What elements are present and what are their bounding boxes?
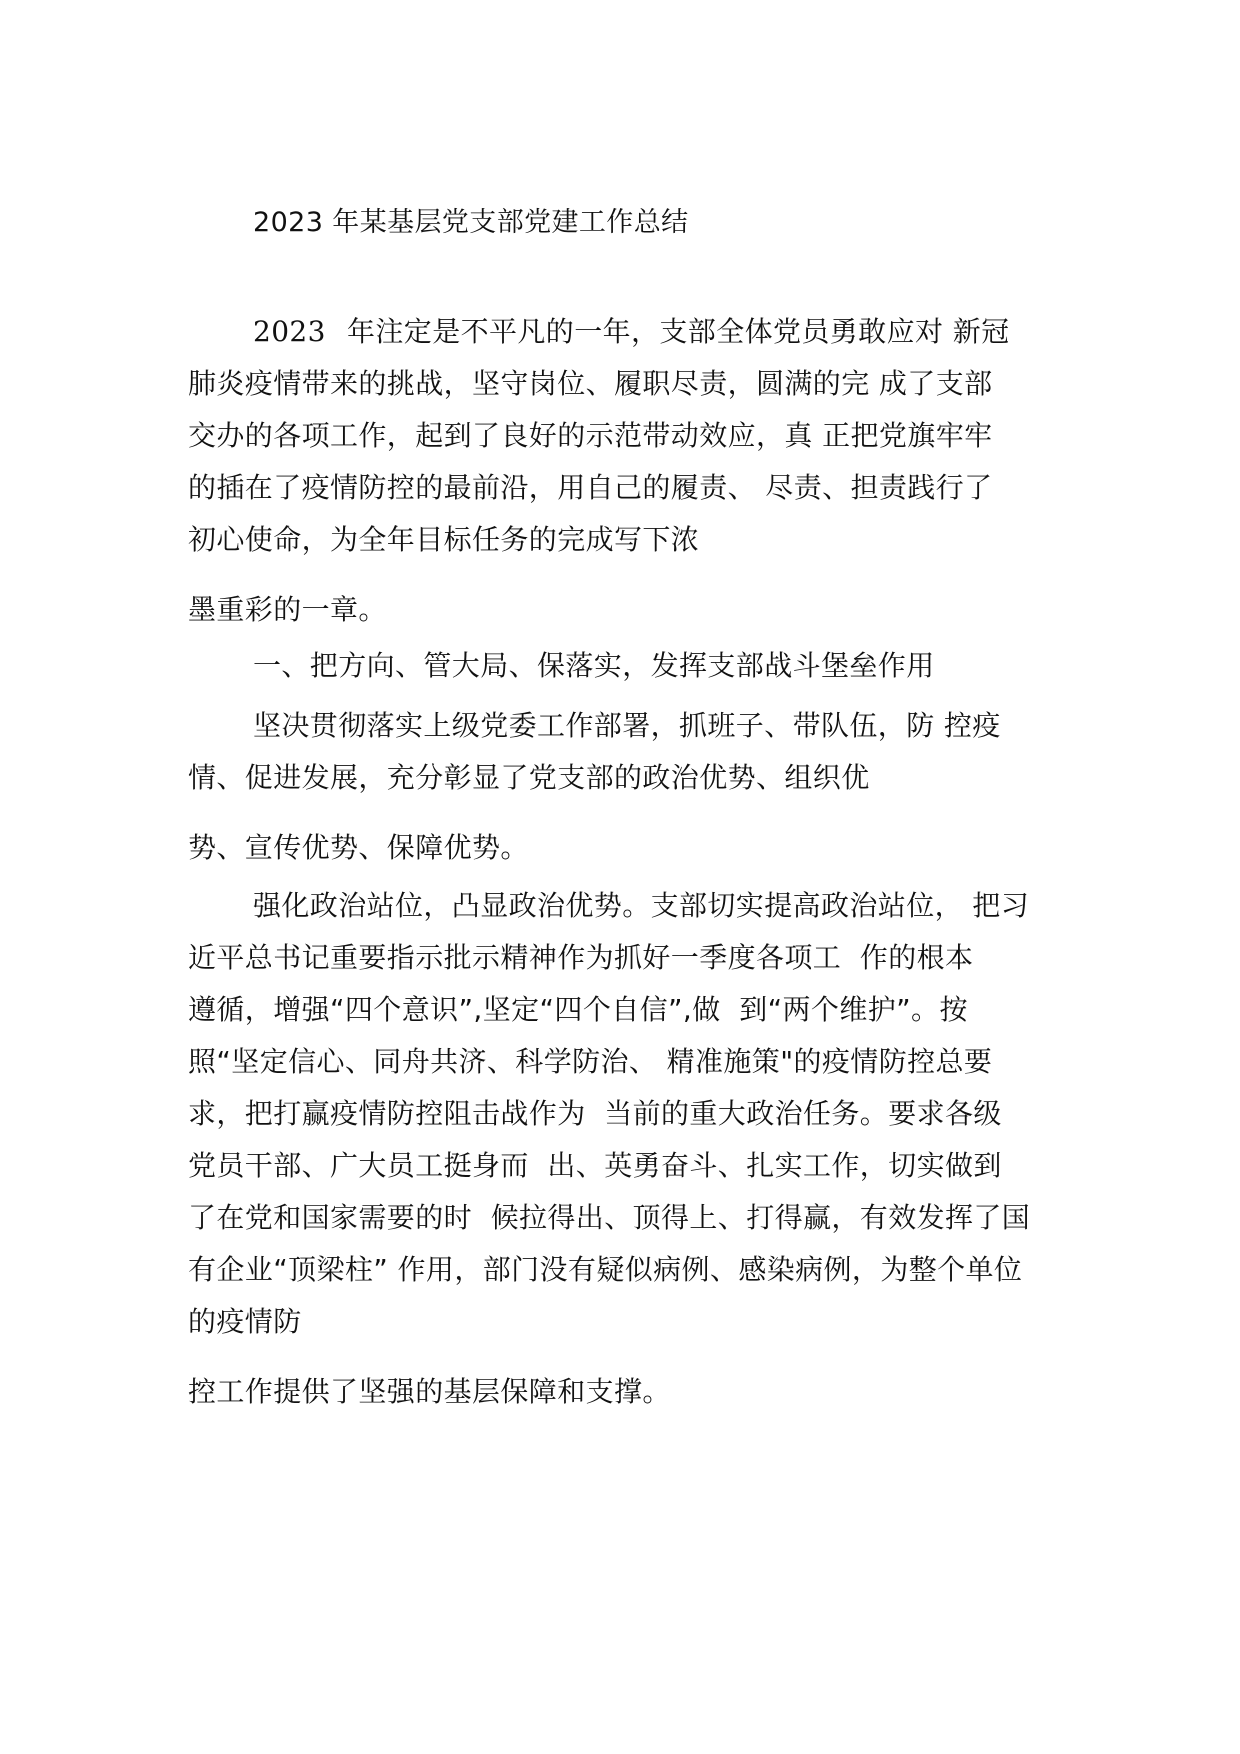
paragraph3-line: 了在党和国家需要的时 候拉得出、顶得上、打得赢，有效发挥了国 <box>188 1201 1031 1234</box>
paragraph3-line: 求，把打赢疫情防控阻击战作为 当前的重大政治任务。要求各级 <box>188 1097 1002 1130</box>
paragraph2-line: 情、促进发展，充分彰显了党支部的政治优势、组织优 <box>188 761 870 794</box>
document-title: 2023 年某基层党支部党建工作总结 <box>253 207 689 238</box>
paragraph3-line: 强化政治站位，凸显政治优势。支部切实提高政治站位， 把习 <box>253 889 1030 922</box>
paragraph1-line: 肺炎疫情带来的挑战，坚守岗位、履职尽责，圆满的完 成了支部 <box>188 367 993 400</box>
paragraph3-line: 照“坚定信心、同舟共济、科学防治、 精准施策"的疫情防控总要 <box>188 1045 993 1078</box>
paragraph2-line: 坚决贯彻落实上级党委工作部署，抓班子、带队伍，防 控疫 <box>253 709 1001 742</box>
paragraph1-year: 2023 <box>253 315 326 348</box>
paragraph3-line: 近平总书记重要指示批示精神作为抓好一季度各项工 作的根本 <box>188 941 974 974</box>
paragraph3-line: 党员干部、广大员工挺身而 出、英勇奋斗、扎实工作，切实做到 <box>188 1149 1002 1182</box>
paragraph3-continuation: 控工作提供了坚强的基层保障和支撑。 <box>188 1375 671 1408</box>
paragraph3-line: 有企业“顶梁柱” 作用，部门没有疑似病例、感染病例，为整个单位 <box>188 1253 1023 1286</box>
paragraph1-continuation: 墨重彩的一章。 <box>188 593 387 626</box>
paragraph2-continuation: 势、宣传优势、保障优势。 <box>188 831 529 864</box>
section-heading: 一、把方向、管大局、保落实，发挥支部战斗堡垒作用 <box>253 649 935 682</box>
paragraph1-line: 年注定是不平凡的一年，支部全体党员勇敢应对 新冠 <box>347 315 1010 348</box>
paragraph1-line: 的插在了疫情防控的最前沿，用自己的履责、 尽责、担责践行了 <box>188 471 993 504</box>
paragraph3-line: 的疫情防 <box>188 1305 302 1338</box>
paragraph1-line: 初心使命，为全年目标任务的完成写下浓 <box>188 523 700 556</box>
paragraph1-line: 交办的各项工作，起到了良好的示范带动效应，真 正把党旗牢牢 <box>188 419 993 452</box>
paragraph3-line: 遵循，增强“四个意识”,坚定“四个自信”,做 到“两个维护”。按 <box>188 993 968 1026</box>
